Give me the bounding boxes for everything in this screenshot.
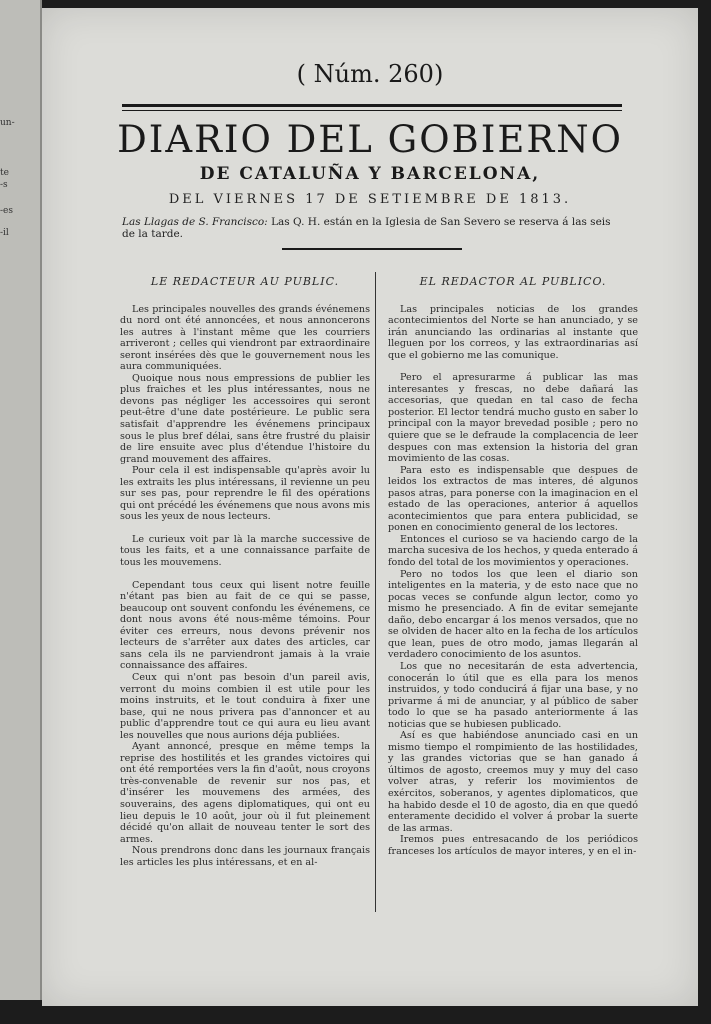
paragraph: Así es que habiéndose anunciado casi en un mismo tiempo el rompimiento de las hostilidades, y las grandes victorias que se han ganado á últimos de agosto, creemos muy y muy del caso volver atras, y referir los movimientos de exércitos, soberanos, y agentes diplomaticos, que ha habido desde el 10 de agosto, dia en que quedó enteramente decidido el volver á probar la suerte de las armas. [388, 730, 638, 834]
section-rule [282, 248, 462, 250]
paragraph: Quoique nous nous empressions de publier les plus fraiches et les plus intéressantes, nous ne devons pas négliger les accessoires qui seront peut-être d'une date postérieure. Le public sera satisfait d'apprendre les événemens principaux sous le plus bref délai, sans être frustré du plaisir de lire ensuite avec plus d'étendue l'histoire du grand mouvement des affaires. [120, 372, 370, 465]
french-heading: LE REDACTEUR AU PUBLIC. [150, 275, 340, 288]
paragraph: Cependant tous ceux qui lisent notre feuille n'étant pas bien au fait de ce qui se passe, beaucoup ont souvent confondu les événemens, ce dont nous avons été nous-même témoins. Pour éviter ces erreurs, nous devons prévenir nos lecteurs de s'arrêter aux dates des articles, car sans cela ils ne parviendront jamais à la vraie connaissance des affaires. [120, 579, 370, 672]
dateline: DEL VIERNES 17 DE SETIEMBRE DE 1813. [168, 192, 572, 207]
paragraph: Les principales nouvelles des grands événemens du nord ont été annoncées, et nous annoncerons les autres à l'instant même que les courriers arriveront ; celles qui viendront par extraordinaire seront insérées dès que le gouvernement nous les aura communiquées. [120, 303, 370, 373]
adjacent-page-fragment: -es [0, 206, 13, 216]
paragraph: Los que no necesitarán de esta advertencia, conocerán lo útil que es ella para los menos instruidos, y todo conducirá á fijar una base, y no privarme á mi de anunciar, y al público de saber todo lo que se ha pasado anteriormente á las noticias que se hubiesen publicado. [388, 660, 638, 730]
paragraph: Pour cela il est indispensable qu'après avoir lu les extraits les plus intéressans, il revienne un peu sur ses pas, pour reprendre le fil des opérations qui ont précédé les événemens que nous avons mis sous les yeux de nous lecteurs. [120, 465, 370, 523]
adjacent-page-edge [0, 0, 42, 1000]
issue-number: ( Núm. 260) [296, 60, 444, 88]
church-notice [122, 216, 622, 240]
notice-text: Las Q. H. están en la Iglesia de San Severo se reserva á las seis de la tarde. [122, 216, 611, 240]
paragraph: Iremos pues entresacando de los periódicos franceses los artículos de mayor interes, y en el in- [388, 834, 638, 857]
paragraph: Las principales noticias de los grandes acontecimientos del Norte se han anunciado, y se irán anunciando las ordinarias al instante que lleguen por los correos, y las extraordinarias así que el gobierno me las comunique. [388, 303, 638, 361]
notice-italic: Las Llagas de S. Francisco: [122, 216, 268, 228]
paragraph: Ayant annoncé, presque en même temps la reprise des hostilités et les grandes victoires qui ont été remportées vers la fin d'août, nous croyons très-convenable de revenir sur nos pas, et d'insérer les mouvemens des armées, des souverains, des agens diplomatiques, qui ont eu lieu depuis le 10 août, jour où il fut pleinement décidé qu'on allait de nouveau tenter le sort des armes. [120, 741, 370, 845]
paragraph: Le curieux voit par là la marche successive de tous les faits, et a une connaissance parfaite de tous les mouvemens. [120, 533, 370, 569]
masthead-title: DIARIO DEL GOBIERNO [117, 118, 623, 161]
adjacent-page-fragment: te [0, 168, 9, 178]
paragraph: Para esto es indispensable que despues de leidos los extractos de mas interes, dé algunos pasos atras, para ponerse con la imaginacion en el estado de las operaciones, anterior á aquellos acontecimientos que para entera publicidad, se ponen en conocimiento general de los lectores. [388, 464, 638, 534]
adjacent-page-fragment: un- [0, 118, 15, 128]
column-divider [375, 272, 376, 912]
paragraph: Pero no todos los que leen el diario son inteligentes en la materia, y de esto nace que no pocas veces se confunde algun lector, como yo mismo he presenciado. A fin de evitar semejante daño, debo encargar á los menos versados, que no se olviden de hacer alto en la fecha de los artículos que lean, pues de otro modo, jamas llegarán al verdadero conocimiento de los asuntos. [388, 568, 638, 661]
header-rule [122, 104, 622, 111]
adjacent-page-fragment: -s [0, 180, 8, 190]
masthead-subtitle: DE CATALUÑA Y BARCELONA, [199, 164, 541, 184]
spanish-heading: EL REDACTOR AL PUBLICO. [419, 275, 607, 288]
adjacent-page-fragment: -il [0, 228, 9, 238]
french-column [120, 276, 370, 868]
paragraph: Entonces el curioso se va haciendo cargo de la marcha sucesiva de los hechos, y queda enterado á fondo del total de los movimientos y operaciones. [388, 533, 638, 569]
paragraph: Ceux qui n'ont pas besoin d'un pareil avis, verront du moins combien il est utile pour les moins instruits, et le tout conduira à fixer une base, qui ne nous privera pas d'annoncer et au public d'apprendre tout ce qui aura eu lieu avant les nouvelles que nous aurions déja publiées. [120, 671, 370, 741]
spanish-column [388, 276, 638, 857]
paragraph: Pero el apresurarme á publicar las mas interesantes y frescas, no debe dañará las accesorias, que quedan en tal caso de fecha posterior. El lector tendrá mucho gusto en saber lo principal con la mayor brevedad posible ; pero no quiere que se le defraude la complacencia de leer despues con mas extension la historia del gran movimiento de las cosas. [388, 372, 638, 465]
newspaper-page [42, 8, 698, 1006]
paragraph: Nous prendrons donc dans les journaux français les articles les plus intéressans, et en al- [120, 845, 370, 868]
